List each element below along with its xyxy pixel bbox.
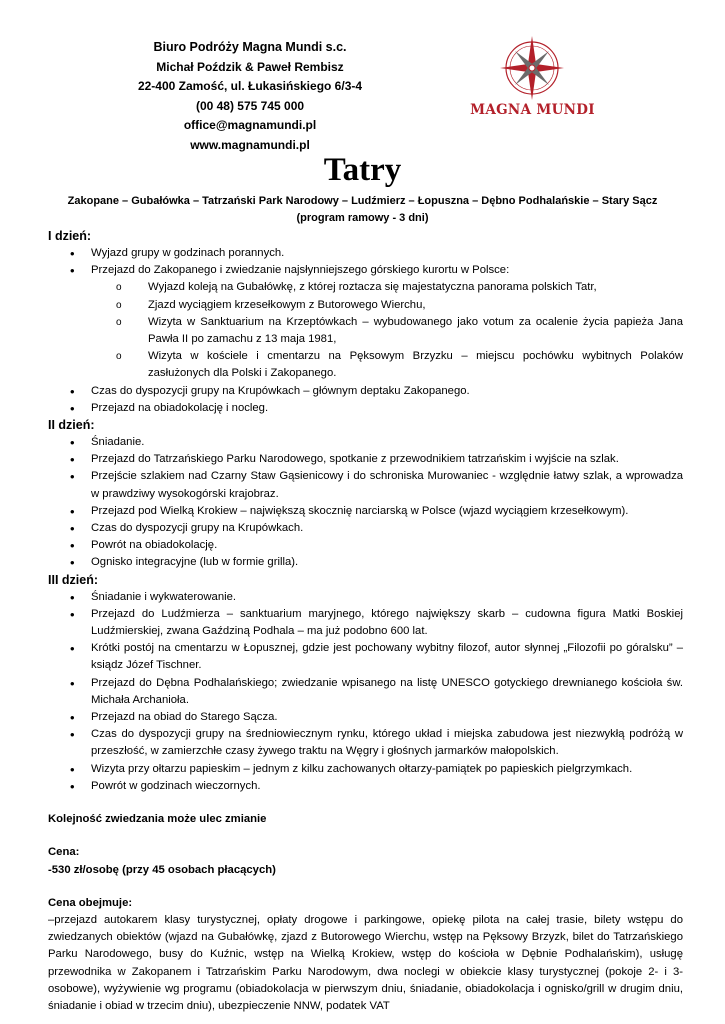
program-content bbox=[48, 228, 683, 1015]
magna-mundi-logo bbox=[455, 34, 610, 129]
includes-text: –przejazd autokarem klasy turystycznej, opłaty drogowe i parkingowe, opiekę pilota na całej trasie, bilety wstępu do zwiedzanych obiektów (wjazd na Gubałówkę, zjazd z Butorowego Wierchu, wstęp na Pęksowy Brzyzk, bilet do Tatrzańskiego Parku Narodowego, busy do Kuźnic, wstęp na Wielką Krokiew, wstęp do kościoła w Dębnie Podhalańskim), usługę przewodnika w Zakopanem i Tatrzańskim Parku Narodowym, dwa noclegi w obiekcie klasy turystycznej (pokoje 2- i 3-osobowe), wyżywienie wg programu (obiadokolacja w pierwszym dniu, śniadanie, obiadokolacja i ognisko/grill w drugim dniu, śniadanie i obiad w trzecim dniu), ubezpieczenie NNW, podatek VAT bbox=[48, 913, 683, 1012]
sub-list-item: o Wizyta w kościele i cmentarzu na Pęksowym Brzyzku – miejscu pochówku wybitnych Polaków zasłużonych dla Polski i Zakopanego. bbox=[48, 348, 683, 382]
order-note: Kolejność zwiedzania może ulec zmianie bbox=[48, 813, 267, 826]
price-value: -530 zł/osobę (przy 45 osobach płacących) bbox=[48, 863, 276, 876]
day-items bbox=[48, 434, 683, 572]
list-item: • Czas do dyspozycji grupy na średniowiecznym rynku, którego układ i miejska zabudowa jest niezwykłą podróżą w przeszłość, w zamierzchłe czasy żywego traktu na Węgry i głośnych jarmarków małopolskich. bbox=[48, 726, 683, 760]
sub-list-item: o Wyjazd koleją na Gubałówkę, z której roztacza się majestatyczna panorama polskich Tatr, bbox=[48, 279, 683, 296]
price-label: Cena: bbox=[48, 846, 80, 859]
list-item: • Przejazd na obiadokolację i nocleg. bbox=[48, 400, 683, 417]
day-heading: III dzień: bbox=[48, 572, 98, 587]
list-item: • Krótki postój na cmentarzu w Łopusznej, gdzie jest pochowany wybitny filozof, autor słynnej „Filozofii po góralsku” – ksiądz Józef Tischner. bbox=[48, 640, 683, 674]
list-item: • Przejazd na obiad do Starego Sącza. bbox=[48, 709, 683, 726]
list-item: • Ognisko integracyjne (lub w formie grilla). bbox=[48, 554, 683, 571]
includes-label: Cena obejmuje: bbox=[48, 896, 133, 909]
list-item: • Powrót w godzinach wieczornych. bbox=[48, 778, 683, 795]
list-item: • Przejazd do Tatrzańskiego Parku Narodowego, spotkanie z przewodnikiem tatrzańskim i wyjście na szlak. bbox=[48, 451, 683, 468]
list-item: • Wyjazd grupy w godzinach porannych. bbox=[48, 245, 683, 262]
route-line: Zakopane – Gubałówka – Tatrzański Park Narodowy – Ludźmierz – Łopuszna – Dębno Podhalańskie – Stary Sącz bbox=[67, 195, 658, 207]
company-name: Biuro Podróży Magna Mundi s.c. bbox=[153, 40, 347, 54]
list-item: • Przejazd pod Wielką Krokiew – największą skocznię narciarską w Polsce (wjazd wyciągiem krzesełkowym). bbox=[48, 503, 683, 520]
day-items bbox=[48, 589, 683, 795]
list-item: • Czas do dyspozycji grupy na Krupówkach. bbox=[48, 520, 683, 537]
list-item: • Przejazd do Dębna Podhalańskiego; zwiedzanie wpisanego na listę UNESCO gotyckiego drewnianego kościoła św. Michała Archanioła. bbox=[48, 675, 683, 709]
company-phone: (00 48) 575 745 000 bbox=[195, 98, 305, 113]
sub-list-item: o Zjazd wyciągiem krzesełkowym z Butorowego Wierchu, bbox=[48, 297, 683, 314]
day-items bbox=[48, 245, 683, 417]
sub-list-item: o Wizyta w Sanktuarium na Krzeptówkach – wybudowanego jako votum za ocalenie życia papieża Jana Pawła II po zamachu z 13 maja 1981, bbox=[48, 314, 683, 348]
list-item: • Przejazd do Ludźmierza – sanktuarium maryjnego, którego największy skarb – cudowna figura Matki Boskiej Ludźmierskiej, zwana Gaździną Podhala – ma już podobno 600 lat. bbox=[48, 606, 683, 640]
day-heading: I dzień: bbox=[48, 229, 92, 243]
list-item: • Powrót na obiadokolację. bbox=[48, 537, 683, 554]
compass-rose-icon bbox=[455, 34, 610, 102]
program-line: (program ramowy - 3 dni) bbox=[296, 212, 429, 224]
list-item bbox=[48, 262, 683, 382]
company-website[interactable]: www.magnamundi.pl bbox=[190, 137, 310, 152]
company-email[interactable]: office@magnamundi.pl bbox=[183, 118, 317, 132]
list-item: • Wizyta przy ołtarzu papieskim – jednym z kilku zachowanych ołtarzy-pamiątek po papieskich pielgrzymkach. bbox=[48, 761, 683, 778]
list-item: • Śniadanie i wykwaterowanie. bbox=[48, 589, 683, 606]
logo-text: MAGNA MUNDI bbox=[470, 102, 595, 118]
company-address: 22-400 Zamość, ul. Łukasińskiego 6/3-4 bbox=[137, 79, 363, 93]
route-subtitle bbox=[40, 193, 685, 227]
list-item-text: Przejazd do Zakopanego i zwiedzanie najsłynniejszego górskiego kurortu w Polsce: bbox=[91, 264, 510, 277]
company-header bbox=[0, 38, 500, 155]
page-title: Tatry bbox=[323, 152, 402, 188]
day-heading: II dzień: bbox=[48, 418, 95, 433]
list-item: • Czas do dyspozycji grupy na Krupówkach – głównym deptaku Zakopanego. bbox=[48, 383, 683, 400]
list-item: • Śniadanie. bbox=[48, 434, 683, 451]
list-item: • Przejście szlakiem nad Czarny Staw Gąsienicowy i do schroniska Murowaniec - względnie łatwy szlak, a wprowadza w prawdziwy wysokogórski krajobraz. bbox=[48, 468, 683, 502]
sub-items bbox=[91, 279, 683, 382]
company-owners: Michał Poździk & Paweł Rembisz bbox=[156, 59, 344, 74]
